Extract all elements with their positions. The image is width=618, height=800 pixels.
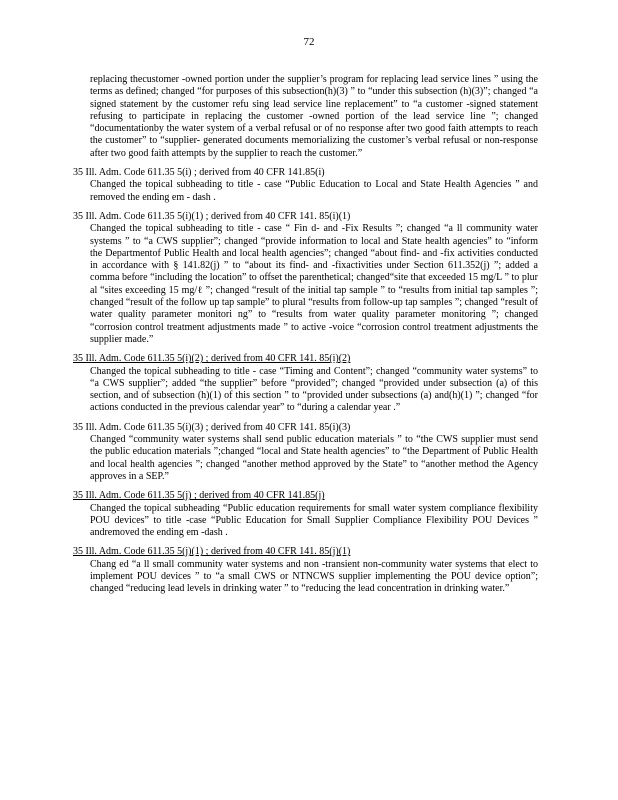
- source-note: [73, 167, 538, 204]
- note-text: Changed the topical subheading to title - case “Public Education to Local and State Health Agencies ” and removed the ending em - dash .: [90, 179, 538, 203]
- page-number: 72: [303, 36, 315, 48]
- source-note: [73, 546, 538, 595]
- note-citation: 35 Ill. Adm. Code 611.35 5(i)(2) ; derived from 40 CFR 141. 85(i)(2): [73, 353, 351, 365]
- note-citation: 35 Ill. Adm. Code 611.35 5(j) ; derived from 40 CFR 141.85(j): [73, 490, 325, 502]
- note-text: Changed the topical subheading to title - case “Timing and Content”; changed “community water systems” to “a CWS supplier”; added “the supplier” before “provided”; changed “provided under subsection (a) of this section, and of subsection (h)(1) of this section ” to “provided under subsections (a) and(h)(1) ”; changed “for actions conducted in the previous calendar year” to “during a calendar year .”: [90, 365, 538, 414]
- source-note: [73, 211, 538, 346]
- note-citation: 35 Ill. Adm. Code 611.35 5(j)(1) ; derived from 40 CFR 141. 85(j)(1): [73, 546, 351, 558]
- note-citation: 35 Ill. Adm. Code 611.35 5(i)(3) ; derived from 40 CFR 141. 85(i)(3): [73, 421, 351, 433]
- intro-paragraph: replacing thecustomer -owned portion under the supplier’s program for replacing lead service lines ” using the terms as defined; changed “for purposes of this subsection(h)(3) ” to “under this subsection (h)(3)”; changed “a signed statement by the customer refu sing lead service line replacement” to “a customer -signed statement refusing to participate in replacing the customer -owned portion of the lead service line ”; changed “documentationby the water system of a verbal refusal or of no response after two good faith attempts to reach the customer” to “supplier- generated documents memorializing the customer’s verbal refusal or non-response after two good faith attempts by the supplier to reach the customer.”: [90, 74, 538, 159]
- note-citation: 35 Ill. Adm. Code 611.35 5(i) ; derived from 40 CFR 141.85(i): [73, 167, 325, 179]
- note-text: Changed the topical subheading to title - case “ Fin d- and -Fix Results ”; changed “a ll community water systems ” to “a CWS supplier”; changed “provide information to local and State health agencies” to “inform the Departmentof Public Health and local health agencies”; changed “about find- and -fix activities conducted in accordance with § 141.82(j) ” to “about its find- and -fixactivities under Section 611.352(j) ”; added a comma before “including the location” to offset the parenthetical; changed“site that exceeded 15 mg/L ” to plur al “sites exceeding 15 mg/ℓ ”; changed “result of the initial tap sample ” to “results from initial tap samples ”; changed “result of the follow up tap sample” to plural “results from follow-up tap samples ”; changed “result of water quality parameter monitori ng” to “results from water quality parameter monitoring ”; changed “corrosion control treatment adjustments made ” to active -voice “corrosion control treatment adjustments the supplier made.”: [90, 223, 538, 345]
- source-note: [73, 422, 538, 483]
- source-note: [73, 353, 538, 414]
- note-citation: 35 Ill. Adm. Code 611.35 5(i)(1) ; derived from 40 CFR 141. 85(i)(1): [73, 210, 351, 222]
- note-text: Changed “community water systems shall send public education materials ” to “the CWS supplier must send the public education materials ”;changed “local and State health agencies” to “the Department of Public Health and local health agencies ”; changed “another method approved by the State” to “another method the Agency approves in a SEP.”: [90, 434, 538, 482]
- note-text: Chang ed “a ll small community water systems and non -transient non-community water systems that elect to implement POU devices ” to “a small CWS or NTNCWS supplier implementing the POU device option”; changed “reducing lead levels in drinking water ” to “reducing the lead concentration in drinking water.”: [90, 558, 538, 595]
- document-body: [73, 74, 538, 603]
- source-note: [73, 490, 538, 539]
- note-text: Changed the topical subheading “Public education requirements for small water system compliance flexibility POU devices” to title -case “Public Education for Small Supplier Compliance Flexibility POU Devices ” andremoved the ending em -dash .: [90, 502, 538, 539]
